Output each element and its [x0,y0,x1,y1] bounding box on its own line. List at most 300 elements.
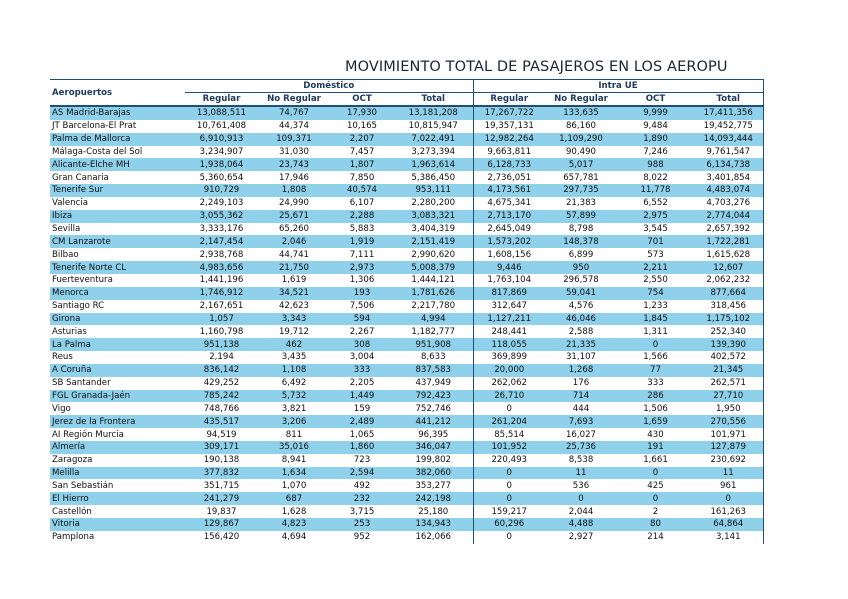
airport-name-cell: Pamplona [50,531,185,544]
airport-name-cell: San Sebastián [50,479,185,492]
intra-ue-no-regular-cell: 11 [545,467,617,480]
domestic-total-cell: 2,280,200 [394,197,473,210]
intra-ue-regular-cell: 817,869 [473,287,545,300]
intra-ue-no-regular-cell: 0 [545,492,617,505]
domestic-oct-cell: 10,165 [330,120,394,133]
domestic-total-cell: 96,395 [394,428,473,441]
airport-name-cell: AS Madrid-Barajas [50,106,185,120]
domestic-no-regular-cell: 3,435 [258,351,330,364]
intra-ue-total-cell: 318,456 [694,300,763,313]
intra-ue-oct-cell: 430 [617,428,694,441]
domestic-regular-cell: 377,832 [185,467,258,480]
table-row [50,518,763,531]
domestic-total-cell: 346,047 [394,441,473,454]
airport-name-cell: La Palma [50,338,185,351]
intra-ue-regular-cell: 60,296 [473,518,545,531]
domestic-total-cell: 4,994 [394,313,473,326]
intra-ue-regular-cell: 159,217 [473,505,545,518]
domestic-no-regular-cell: 44,741 [258,248,330,261]
airport-name-cell: SB Santander [50,377,185,390]
domestic-regular-cell: 1,160,798 [185,325,258,338]
domestic-total-cell: 951,908 [394,338,473,351]
airport-name-cell: AI Región Murcia [50,428,185,441]
intra-ue-regular-cell: 2,736,051 [473,171,545,184]
intra-ue-oct-cell: 8,022 [617,171,694,184]
intra-ue-regular-cell: 1,127,211 [473,313,545,326]
intra-ue-total-cell: 262,571 [694,377,763,390]
airport-name-cell: Castellón [50,505,185,518]
intra-ue-oct-cell: 425 [617,479,694,492]
domestic-total-cell: 1,182,777 [394,325,473,338]
domestic-regular-cell: 836,142 [185,364,258,377]
intra-ue-no-regular-cell: 1,109,290 [545,133,617,146]
domestic-oct-cell: 3,004 [330,351,394,364]
domestic-oct-cell: 333 [330,364,394,377]
domestic-regular-cell: 129,867 [185,518,258,531]
col-header-intra-ue-total: Total [694,93,763,107]
domestic-regular-cell: 910,729 [185,184,258,197]
table-row [50,261,763,274]
intra-ue-regular-cell: 20,000 [473,364,545,377]
domestic-no-regular-cell: 6,492 [258,377,330,390]
table-row [50,120,763,133]
domestic-no-regular-cell: 3,343 [258,313,330,326]
domestic-total-cell: 242,198 [394,492,473,505]
intra-ue-regular-cell: 26,710 [473,390,545,403]
domestic-oct-cell: 40,574 [330,184,394,197]
domestic-regular-cell: 1,746,912 [185,287,258,300]
domestic-no-regular-cell: 2,046 [258,235,330,248]
intra-ue-oct-cell: 286 [617,390,694,403]
intra-ue-total-cell: 2,062,232 [694,274,763,287]
domestic-no-regular-cell: 4,823 [258,518,330,531]
intra-ue-oct-cell: 333 [617,377,694,390]
intra-ue-regular-cell: 0 [473,492,545,505]
domestic-regular-cell: 19,837 [185,505,258,518]
intra-ue-regular-cell: 9,446 [473,261,545,274]
airport-name-cell: Gran Canaria [50,171,185,184]
intra-ue-regular-cell: 261,204 [473,415,545,428]
domestic-total-cell: 953,111 [394,184,473,197]
intra-ue-no-regular-cell: 6,899 [545,248,617,261]
domestic-oct-cell: 308 [330,338,394,351]
domestic-no-regular-cell: 1,108 [258,364,330,377]
table-row [50,274,763,287]
domestic-regular-cell: 351,715 [185,479,258,492]
intra-ue-regular-cell: 2,713,170 [473,210,545,223]
domestic-total-cell: 134,943 [394,518,473,531]
table-row [50,467,763,480]
table-row [50,197,763,210]
airport-name-cell: Jerez de la Frontera [50,415,185,428]
intra-ue-no-regular-cell: 296,578 [545,274,617,287]
intra-ue-no-regular-cell: 536 [545,479,617,492]
airport-name-cell: Girona [50,313,185,326]
domestic-no-regular-cell: 23,743 [258,158,330,171]
domestic-regular-cell: 2,167,651 [185,300,258,313]
domestic-oct-cell: 594 [330,313,394,326]
airport-name-cell: CM Lanzarote [50,235,185,248]
airport-name-cell: Alicante-Elche MH [50,158,185,171]
intra-ue-regular-cell: 0 [473,531,545,544]
table-row [50,492,763,505]
domestic-no-regular-cell: 74,767 [258,106,330,120]
domestic-no-regular-cell: 109,371 [258,133,330,146]
domestic-oct-cell: 253 [330,518,394,531]
domestic-regular-cell: 1,441,196 [185,274,258,287]
intra-ue-total-cell: 230,692 [694,454,763,467]
domestic-no-regular-cell: 31,030 [258,146,330,159]
intra-ue-regular-cell: 262,062 [473,377,545,390]
airport-name-cell: Reus [50,351,185,364]
intra-ue-total-cell: 877,664 [694,287,763,300]
domestic-oct-cell: 7,457 [330,146,394,159]
domestic-total-cell: 2,217,780 [394,300,473,313]
intra-ue-oct-cell: 2,550 [617,274,694,287]
intra-ue-regular-cell: 101,952 [473,441,545,454]
intra-ue-oct-cell: 701 [617,235,694,248]
domestic-regular-cell: 4,983,656 [185,261,258,274]
intra-ue-regular-cell: 312,647 [473,300,545,313]
intra-ue-no-regular-cell: 8,538 [545,454,617,467]
intra-ue-oct-cell: 1,311 [617,325,694,338]
domestic-oct-cell: 723 [330,454,394,467]
intra-ue-oct-cell: 2,975 [617,210,694,223]
domestic-regular-cell: 3,333,176 [185,223,258,236]
domestic-regular-cell: 2,147,454 [185,235,258,248]
intra-ue-total-cell: 3,141 [694,531,763,544]
intra-ue-oct-cell: 0 [617,467,694,480]
intra-ue-oct-cell: 77 [617,364,694,377]
table-header [50,80,763,107]
airport-name-cell: Fuerteventura [50,274,185,287]
intra-ue-total-cell: 27,710 [694,390,763,403]
domestic-no-regular-cell: 1,634 [258,467,330,480]
domestic-total-cell: 441,212 [394,415,473,428]
passenger-table [50,79,764,545]
intra-ue-total-cell: 21,345 [694,364,763,377]
airport-name-cell: Menorca [50,287,185,300]
domestic-regular-cell: 2,938,768 [185,248,258,261]
domestic-no-regular-cell: 24,990 [258,197,330,210]
airport-name-cell: Sevilla [50,223,185,236]
domestic-oct-cell: 1,807 [330,158,394,171]
intra-ue-regular-cell: 0 [473,402,545,415]
domestic-no-regular-cell: 35,016 [258,441,330,454]
domestic-oct-cell: 1,860 [330,441,394,454]
table-row [50,364,763,377]
intra-ue-no-regular-cell: 86,160 [545,120,617,133]
intra-ue-no-regular-cell: 297,735 [545,184,617,197]
table-row [50,287,763,300]
domestic-total-cell: 437,949 [394,377,473,390]
domestic-total-cell: 5,386,450 [394,171,473,184]
table-row [50,390,763,403]
intra-ue-no-regular-cell: 25,736 [545,441,617,454]
intra-ue-oct-cell: 214 [617,531,694,544]
domestic-oct-cell: 492 [330,479,394,492]
col-header-intra-ue-no-regular: No Regular [545,93,617,107]
domestic-total-cell: 13,181,208 [394,106,473,120]
intra-ue-oct-cell: 1,566 [617,351,694,364]
intra-ue-total-cell: 1,722,281 [694,235,763,248]
table-row [50,441,763,454]
intra-ue-regular-cell: 9,663,811 [473,146,545,159]
intra-ue-no-regular-cell: 4,576 [545,300,617,313]
domestic-group-header: Doméstico [185,80,473,93]
intra-ue-no-regular-cell: 57,899 [545,210,617,223]
intra-ue-total-cell: 139,390 [694,338,763,351]
table-row [50,338,763,351]
domestic-regular-cell: 785,242 [185,390,258,403]
table-row [50,402,763,415]
col-header-domestic-no-regular: No Regular [258,93,330,107]
intra-ue-total-cell: 0 [694,492,763,505]
intra-ue-total-cell: 961 [694,479,763,492]
domestic-total-cell: 382,060 [394,467,473,480]
intra-ue-total-cell: 6,134,738 [694,158,763,171]
airport-name-cell: Bilbao [50,248,185,261]
domestic-total-cell: 7,022,491 [394,133,473,146]
airport-name-cell: Asturias [50,325,185,338]
intra-ue-oct-cell: 0 [617,338,694,351]
table-row [50,351,763,364]
domestic-no-regular-cell: 42,623 [258,300,330,313]
airport-name-cell: Valencia [50,197,185,210]
domestic-no-regular-cell: 3,821 [258,402,330,415]
table-row [50,106,763,120]
intra-ue-no-regular-cell: 714 [545,390,617,403]
intra-ue-regular-cell: 85,514 [473,428,545,441]
intra-ue-oct-cell: 7,246 [617,146,694,159]
domestic-total-cell: 752,746 [394,402,473,415]
domestic-no-regular-cell: 17,946 [258,171,330,184]
table-row [50,210,763,223]
domestic-no-regular-cell: 462 [258,338,330,351]
domestic-regular-cell: 1,938,064 [185,158,258,171]
domestic-oct-cell: 1,449 [330,390,394,403]
table-row [50,428,763,441]
intra-ue-oct-cell: 1,845 [617,313,694,326]
domestic-total-cell: 162,066 [394,531,473,544]
intra-ue-oct-cell: 11,778 [617,184,694,197]
col-header-domestic-oct: OCT [330,93,394,107]
intra-ue-no-regular-cell: 1,268 [545,364,617,377]
intra-ue-no-regular-cell: 7,693 [545,415,617,428]
airport-name-cell: Zaragoza [50,454,185,467]
intra-ue-regular-cell: 220,493 [473,454,545,467]
intra-ue-regular-cell: 118,055 [473,338,545,351]
domestic-regular-cell: 10,761,408 [185,120,258,133]
intra-ue-oct-cell: 9,484 [617,120,694,133]
domestic-regular-cell: 3,055,362 [185,210,258,223]
domestic-regular-cell: 309,171 [185,441,258,454]
intra-ue-no-regular-cell: 657,781 [545,171,617,184]
table-row [50,146,763,159]
airport-name-cell: El Hierro [50,492,185,505]
domestic-regular-cell: 190,138 [185,454,258,467]
intra-ue-no-regular-cell: 21,335 [545,338,617,351]
table-row [50,171,763,184]
intra-ue-regular-cell: 248,441 [473,325,545,338]
domestic-oct-cell: 159 [330,402,394,415]
intra-ue-regular-cell: 1,763,104 [473,274,545,287]
domestic-regular-cell: 1,057 [185,313,258,326]
intra-ue-oct-cell: 1,233 [617,300,694,313]
domestic-total-cell: 1,781,626 [394,287,473,300]
domestic-oct-cell: 7,506 [330,300,394,313]
domestic-total-cell: 3,273,394 [394,146,473,159]
domestic-oct-cell: 2,205 [330,377,394,390]
intra-ue-regular-cell: 1,608,156 [473,248,545,261]
col-header-domestic-regular: Regular [185,93,258,107]
intra-ue-total-cell: 4,483,074 [694,184,763,197]
intra-ue-oct-cell: 2,211 [617,261,694,274]
domestic-oct-cell: 952 [330,531,394,544]
domestic-total-cell: 10,815,947 [394,120,473,133]
domestic-oct-cell: 2,207 [330,133,394,146]
domestic-no-regular-cell: 1,619 [258,274,330,287]
intra-ue-oct-cell: 754 [617,287,694,300]
table-row [50,479,763,492]
domestic-total-cell: 1,444,121 [394,274,473,287]
intra-ue-no-regular-cell: 444 [545,402,617,415]
domestic-no-regular-cell: 44,374 [258,120,330,133]
domestic-total-cell: 353,277 [394,479,473,492]
airport-name-cell: Tenerife Sur [50,184,185,197]
domestic-no-regular-cell: 1,628 [258,505,330,518]
intra-ue-oct-cell: 988 [617,158,694,171]
table-body [50,106,763,544]
intra-ue-total-cell: 9,761,547 [694,146,763,159]
table-row [50,184,763,197]
page-title: MOVIMIENTO TOTAL DE PASAJEROS EN LOS AEROPU [345,59,728,75]
domestic-regular-cell: 951,138 [185,338,258,351]
airport-name-cell: Almería [50,441,185,454]
intra-ue-oct-cell: 191 [617,441,694,454]
intra-ue-no-regular-cell: 59,041 [545,287,617,300]
intra-ue-total-cell: 14,093,444 [694,133,763,146]
intra-ue-no-regular-cell: 4,488 [545,518,617,531]
domestic-oct-cell: 3,715 [330,505,394,518]
domestic-oct-cell: 7,111 [330,248,394,261]
col-header-intra-ue-oct: OCT [617,93,694,107]
intra-ue-total-cell: 270,556 [694,415,763,428]
intra-ue-no-regular-cell: 31,107 [545,351,617,364]
intra-ue-no-regular-cell: 148,378 [545,235,617,248]
domestic-oct-cell: 2,288 [330,210,394,223]
intra-ue-regular-cell: 17,267,722 [473,106,545,120]
airports-column-header: Aeropuertos [50,80,185,107]
domestic-oct-cell: 1,919 [330,235,394,248]
table-row [50,300,763,313]
intra-ue-regular-cell: 4,675,341 [473,197,545,210]
domestic-total-cell: 3,404,319 [394,223,473,236]
intra-ue-total-cell: 17,411,356 [694,106,763,120]
domestic-total-cell: 792,423 [394,390,473,403]
domestic-regular-cell: 748,766 [185,402,258,415]
intra-ue-oct-cell: 2 [617,505,694,518]
intra-ue-no-regular-cell: 950 [545,261,617,274]
airport-name-cell: Málaga-Costa del Sol [50,146,185,159]
domestic-total-cell: 8,633 [394,351,473,364]
domestic-total-cell: 2,990,620 [394,248,473,261]
airport-name-cell: FGL Granada-Jaén [50,390,185,403]
intra-ue-group-header: Intra UE [473,80,763,93]
col-header-intra-ue-regular: Regular [473,93,545,107]
table-row [50,223,763,236]
intra-ue-oct-cell: 1,661 [617,454,694,467]
table-row [50,377,763,390]
intra-ue-regular-cell: 6,128,733 [473,158,545,171]
domestic-no-regular-cell: 1,070 [258,479,330,492]
domestic-no-regular-cell: 21,750 [258,261,330,274]
domestic-no-regular-cell: 1,808 [258,184,330,197]
domestic-oct-cell: 5,883 [330,223,394,236]
domestic-total-cell: 837,583 [394,364,473,377]
intra-ue-no-regular-cell: 16,027 [545,428,617,441]
intra-ue-oct-cell: 573 [617,248,694,261]
domestic-regular-cell: 429,252 [185,377,258,390]
domestic-no-regular-cell: 25,671 [258,210,330,223]
domestic-oct-cell: 2,267 [330,325,394,338]
intra-ue-oct-cell: 1,659 [617,415,694,428]
domestic-regular-cell: 241,279 [185,492,258,505]
intra-ue-oct-cell: 1,890 [617,133,694,146]
table-row [50,325,763,338]
domestic-oct-cell: 6,107 [330,197,394,210]
domestic-no-regular-cell: 4,694 [258,531,330,544]
intra-ue-total-cell: 12,607 [694,261,763,274]
airport-name-cell: JT Barcelona-El Prat [50,120,185,133]
domestic-regular-cell: 156,420 [185,531,258,544]
intra-ue-total-cell: 11 [694,467,763,480]
intra-ue-oct-cell: 9,999 [617,106,694,120]
domestic-regular-cell: 13,088,511 [185,106,258,120]
intra-ue-no-regular-cell: 133,635 [545,106,617,120]
domestic-oct-cell: 2,973 [330,261,394,274]
airport-name-cell: Vigo [50,402,185,415]
domestic-no-regular-cell: 19,712 [258,325,330,338]
airport-name-cell: A Coruña [50,364,185,377]
domestic-oct-cell: 2,489 [330,415,394,428]
domestic-total-cell: 1,963,614 [394,158,473,171]
intra-ue-total-cell: 1,615,628 [694,248,763,261]
intra-ue-total-cell: 252,340 [694,325,763,338]
domestic-regular-cell: 2,249,103 [185,197,258,210]
intra-ue-no-regular-cell: 2,044 [545,505,617,518]
airport-name-cell: Santiago RC [50,300,185,313]
table-row [50,235,763,248]
domestic-oct-cell: 2,594 [330,467,394,480]
intra-ue-oct-cell: 1,506 [617,402,694,415]
airport-name-cell: Melilla [50,467,185,480]
domestic-regular-cell: 3,234,907 [185,146,258,159]
domestic-regular-cell: 94,519 [185,428,258,441]
intra-ue-regular-cell: 19,357,131 [473,120,545,133]
intra-ue-total-cell: 1,175,102 [694,313,763,326]
intra-ue-regular-cell: 0 [473,467,545,480]
domestic-total-cell: 3,083,321 [394,210,473,223]
table-row [50,313,763,326]
intra-ue-regular-cell: 2,645,049 [473,223,545,236]
domestic-no-regular-cell: 3,206 [258,415,330,428]
table-row [50,531,763,544]
domestic-no-regular-cell: 65,260 [258,223,330,236]
domestic-no-regular-cell: 5,732 [258,390,330,403]
intra-ue-total-cell: 402,572 [694,351,763,364]
intra-ue-oct-cell: 80 [617,518,694,531]
